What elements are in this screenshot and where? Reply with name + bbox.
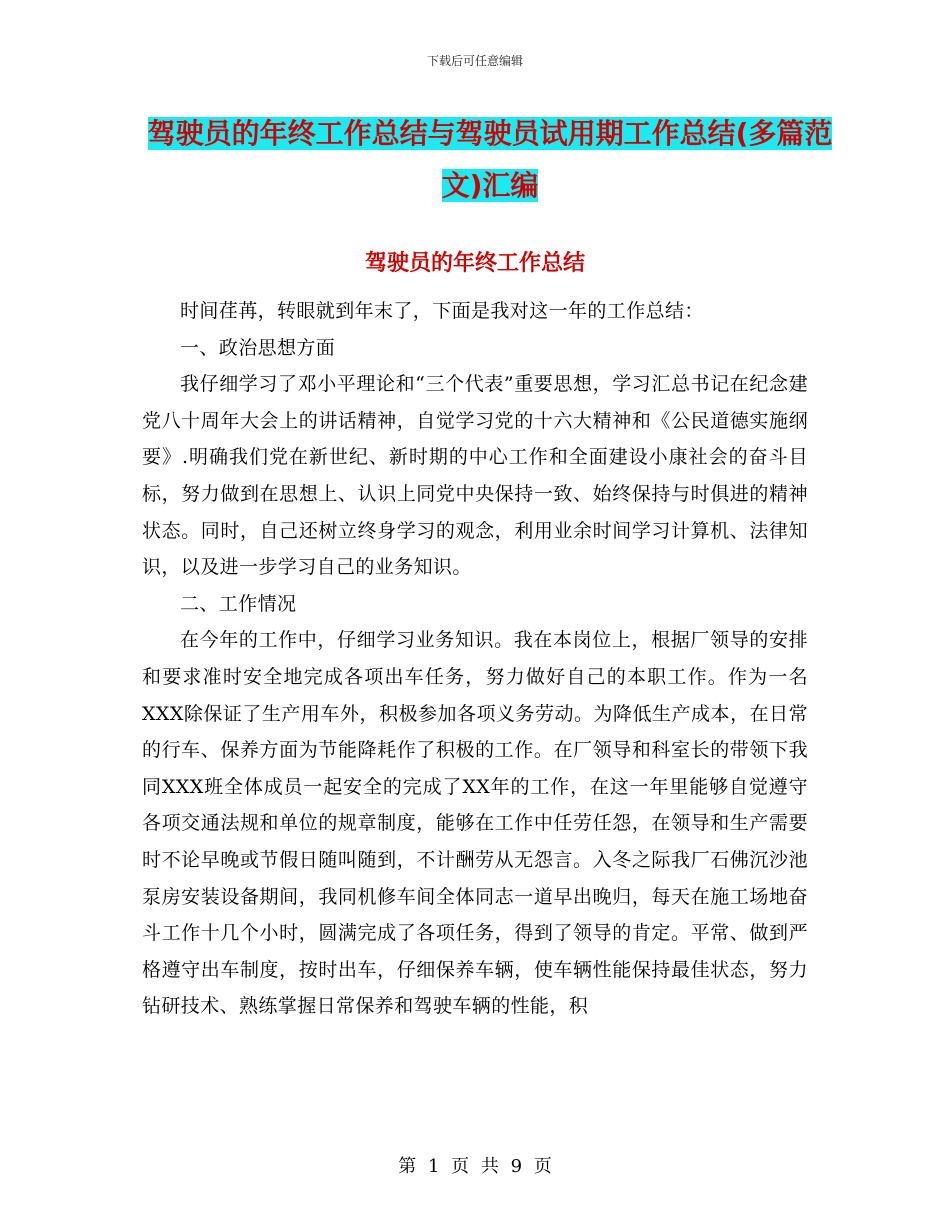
document-title-text: 驾驶员的年终工作总结与驾驶员试用期工作总结(多篇范文)汇编 — [147, 117, 833, 202]
section-title: 驾驶员的年终工作总结 — [364, 251, 585, 276]
document-body — [142, 293, 808, 1025]
paragraph-heading-politics: 一、政治思想方面 — [180, 336, 336, 359]
paragraph-work: 在今年的工作中，仔细学习业务知识。我在本岗位上，根据厂领导的安排和要求准时安全地完成各项出车任务，努力做好自己的本职工作。作为一名XXX除保证了生产用车外，积极参加各项义务劳动。为降低生产成本，在日常的行车、保养方面为节能降耗作了积极的工作。在厂领导和科室长的带领下我同XXX班全体成员一起安全的完成了XX年的工作，在这一年里能够自觉遵守各项交通法规和单位的规章制度，能够在工作中任劳任怨，在领导和生产需要时不论早晚或节假日随叫随到，不计酬劳从无怨言。入冬之际我厂石佛沉沙池泵房安装设备期间，我同机修车间全体同志一道早出晚归，每天在施工场地奋斗工作十几个小时，圆满完成了各项任务，得到了领导的肯定。平常、做到严格遵守出车制度，按时出车，仔细保养车辆，使车辆性能保持最佳状态，努力钻研技术、熟练掌握日常保养和驾驶车辆的性能，积 — [142, 629, 808, 1018]
paragraph-heading-work: 二、工作情况 — [180, 592, 297, 615]
header-note: 下载后可任意编辑 — [426, 54, 523, 68]
paragraph-intro: 时间荏苒，转眼就到年末了，下面是我对这一年的工作总结： — [180, 300, 704, 322]
page-footer: 第 1 页 共 9 页 — [398, 1156, 552, 1177]
document-title — [140, 108, 840, 212]
paragraph-politics: 我仔细学习了邓小平理论和“三个代表”重要思想，学习汇总书记在纪念建党八十周年大会上的讲话精神，自觉学习党的十六大精神和《公民道德实施纲要》.明确我们党在新世纪、新时期的中心工作和全面建设小康社会的奋斗目标，努力做到在思想上、认识上同党中央保持一致、始终保持与时俱进的精神状态。同时，自己还树立终身学习的观念，利用业余时间学习计算机、法律知识，以及进一步学习自己的业务知识。 — [142, 373, 808, 579]
